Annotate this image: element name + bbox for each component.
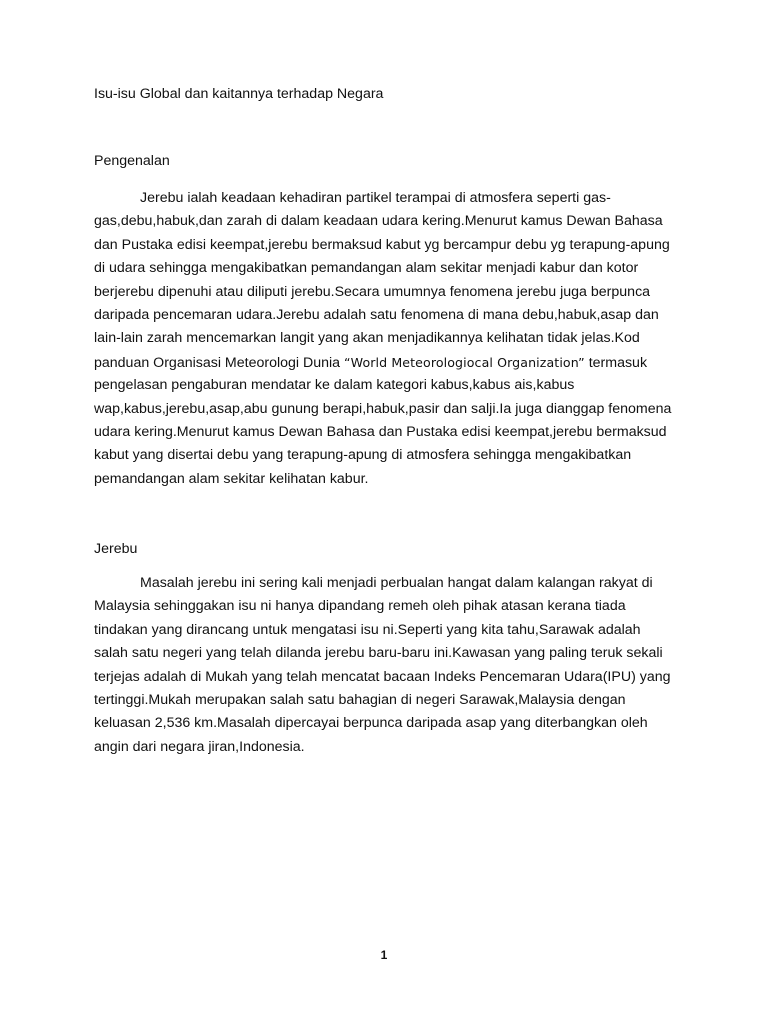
paragraph-line: lain-lain zarah mencemarkan langit yang akan menjadikannya kelihatan tidak jelas.Kod	[94, 330, 640, 347]
paragraph-jerebu	[94, 572, 684, 759]
paragraph-line: Masalah jerebu ini sering kali menjadi perbualan hangat dalam kalangan rakyat di	[140, 575, 653, 591]
paragraph-line: gas,debu,habuk,dan zarah di dalam keadaan udara kering.Menurut kamus Dewan Bahasa	[94, 213, 663, 230]
paragraph-line: tindakan yang dirancang untuk mengatasi isu ni.Seperti yang kita tahu,Sarawak adalah	[94, 621, 641, 638]
paragraph-line: keluasan 2,536 km.Masalah dipercayai berpunca daripada asap yang diterbangkan oleh	[94, 715, 648, 732]
paragraph-pengenalan	[94, 187, 684, 491]
paragraph-line: pengelasan pengaburan mendatar ke dalam kategori kabus,kabus ais,kabus	[94, 377, 575, 394]
quote-line-prefix: panduan Organisasi Meteorologi Dunia	[94, 354, 345, 371]
paragraph-line: tertinggi.Mukah merupakan salah satu bahagian di negeri Sarawak,Malaysia dengan	[94, 691, 626, 708]
paragraph-line: salah satu negeri yang telah dilanda jerebu baru-baru ini.Kawasan yang paling teruk sekali	[94, 645, 663, 662]
paragraph-line: pemandangan alam sekitar kelihatan kabur.	[94, 470, 369, 487]
paragraph-line: terjejas adalah di Mukah yang telah mencatat bacaan Indeks Pencemaran Udara(IPU) yang	[94, 668, 671, 685]
section-heading-jerebu: Jerebu	[94, 541, 138, 557]
paragraph-line: udara kering.Menurut kamus Dewan Bahasa dan Pustaka edisi keempat,jerebu bermaksud	[94, 423, 667, 440]
page-number: 1	[380, 948, 388, 962]
quote-line-suffix: termasuk	[584, 354, 648, 371]
paragraph-line: berjerebu dipenuhi atau diliputi jerebu.Secara umumnya fenomena jerebu juga berpunca	[94, 283, 651, 300]
paragraph-line: Malaysia sehinggakan isu ni hanya dipandang remeh oleh pihak atasan kerana tiada	[94, 598, 626, 615]
document-title: Isu-isu Global dan kaitannya terhadap Negara	[94, 86, 384, 102]
section-heading-pengenalan: Pengenalan	[94, 153, 170, 169]
paragraph-line: kabut yang disertai debu yang terapung-apung di atmosfera sehingga mengakibatkan	[94, 447, 632, 464]
paragraph-line-with-quote	[94, 351, 684, 374]
paragraph-line: Jerebu ialah keadaan kehadiran partikel terampai di atmosfera seperti gas-	[140, 190, 611, 206]
paragraph-line: daripada pencemaran udara.Jerebu adalah satu fenomena di mana debu,habuk,asap dan	[94, 306, 659, 323]
paragraph-line: wap,kabus,jerebu,asap,abu gunung berapi,habuk,pasir dan salji.Ia juga dianggap fenomena	[94, 400, 672, 417]
paragraph-line: di udara sehingga mengakibatkan pemandangan alam sekitar menjadi kabur dan kotor	[94, 260, 639, 277]
quoted-organization-name: “World Meteorologiocal Organization”	[344, 354, 585, 370]
paragraph-line: dan Pustaka edisi keempat,jerebu bermaksud kabut yg bercampur debu yg terapung-apung	[94, 236, 670, 253]
paragraph-line: angin dari negara jiran,Indonesia.	[94, 738, 305, 755]
